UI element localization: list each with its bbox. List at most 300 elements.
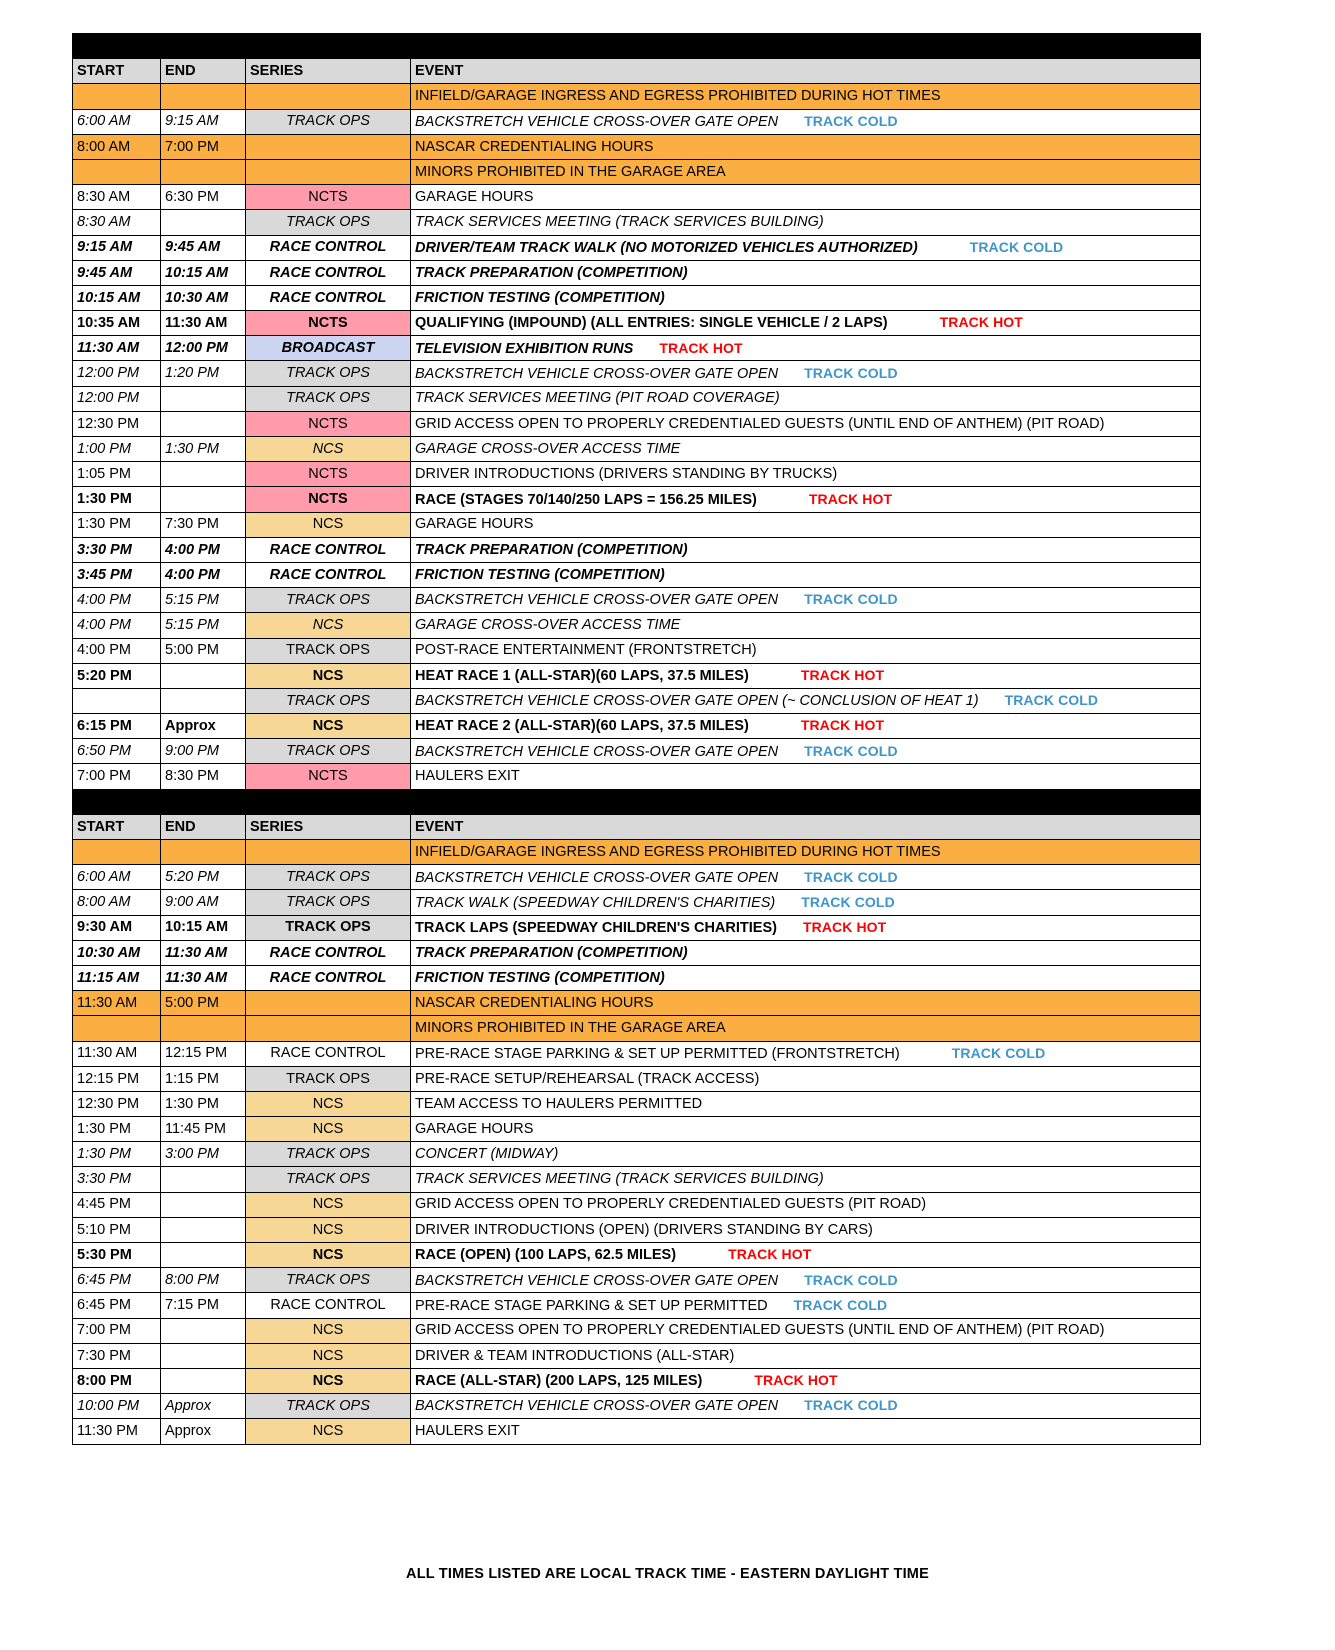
cell-series: TRACK OPS <box>246 688 411 713</box>
cell-end-time: Approx <box>161 1394 246 1419</box>
cell-end-time <box>161 386 246 411</box>
cell-end-time <box>161 1016 246 1041</box>
event-description: TRACK WALK (SPEEDWAY CHILDREN'S CHARITIES) <box>415 894 776 911</box>
cell-start-time: 10:15 AM <box>73 285 161 310</box>
event-description: TRACK SERVICES MEETING (PIT ROAD COVERAGE) <box>415 390 780 407</box>
cell-event <box>411 109 1201 134</box>
track-cold-label: TRACK COLD <box>793 1296 888 1313</box>
cell-series: RACE CONTROL <box>246 562 411 587</box>
cell-series: TRACK OPS <box>246 386 411 411</box>
track-hot-label: TRACK HOT <box>659 339 743 356</box>
cell-event <box>411 764 1201 789</box>
cell-start-time: 7:00 PM <box>73 764 161 789</box>
cell-series: TRACK OPS <box>246 865 411 890</box>
cell-start-time: 10:30 AM <box>73 940 161 965</box>
cell-start-time: 1:30 PM <box>73 1117 161 1142</box>
cell-event <box>411 1142 1201 1167</box>
cell-end-time: 5:15 PM <box>161 588 246 613</box>
event-description: GARAGE HOURS <box>415 188 534 205</box>
event-description: TEAM ACCESS TO HAULERS PERMITTED <box>415 1095 703 1112</box>
event-description: HAULERS EXIT <box>415 1423 520 1440</box>
event-description: TRACK SERVICES MEETING (TRACK SERVICES BUILDING) <box>415 214 824 231</box>
cell-start-time: 6:45 PM <box>73 1268 161 1293</box>
track-cold-label: TRACK COLD <box>804 1271 898 1288</box>
event-description: TRACK PREPARATION (COMPETITION) <box>415 541 688 558</box>
cell-start-time <box>73 1016 161 1041</box>
schedule-row <box>73 764 1201 789</box>
cell-series: NCTS <box>246 411 411 436</box>
schedule-row <box>73 1041 1201 1066</box>
cell-start-time: 4:00 PM <box>73 588 161 613</box>
cell-series <box>246 991 411 1016</box>
event-description: MINORS PROHIBITED IN THE GARAGE AREA <box>415 163 726 180</box>
schedule-row <box>73 134 1201 159</box>
cell-event <box>411 562 1201 587</box>
cell-end-time: 9:45 AM <box>161 235 246 260</box>
cell-series: NCS <box>246 714 411 739</box>
cell-start-time: 8:00 AM <box>73 134 161 159</box>
schedule-row <box>73 487 1201 512</box>
cell-series: NCTS <box>246 311 411 336</box>
track-cold-label: TRACK COLD <box>804 364 898 381</box>
cell-event <box>411 185 1201 210</box>
event-description: INFIELD/GARAGE INGRESS AND EGRESS PROHIBITED DURING HOT TIMES <box>415 843 941 860</box>
cell-start-time: 4:45 PM <box>73 1192 161 1217</box>
track-hot-label: TRACK HOT <box>808 490 893 507</box>
cell-event <box>411 411 1201 436</box>
schedule-row <box>73 663 1201 688</box>
footer-note: ALL TIMES LISTED ARE LOCAL TRACK TIME - EASTERN DAYLIGHT TIME <box>406 1566 929 1582</box>
schedule-row <box>73 688 1201 713</box>
column-header-start: START <box>73 814 161 839</box>
cell-start-time <box>73 84 161 109</box>
event-description: GARAGE HOURS <box>415 516 534 533</box>
cell-end-time <box>161 1318 246 1343</box>
cell-event <box>411 1368 1201 1393</box>
schedule-row <box>73 991 1201 1016</box>
cell-event <box>411 1343 1201 1368</box>
track-hot-label: TRACK HOT <box>800 717 885 734</box>
cell-series: RACE CONTROL <box>246 260 411 285</box>
cell-end-time: 11:30 AM <box>161 311 246 336</box>
cell-end-time <box>161 688 246 713</box>
cell-end-time <box>161 1368 246 1393</box>
cell-start-time: 4:00 PM <box>73 638 161 663</box>
cell-series: NCS <box>246 1243 411 1268</box>
cell-event <box>411 1217 1201 1242</box>
event-description: GRID ACCESS OPEN TO PROPERLY CREDENTIALED GUESTS (UNTIL END OF ANTHEM) (PIT ROAD) <box>415 415 1105 432</box>
cell-end-time: 11:30 AM <box>161 940 246 965</box>
cell-end-time: 5:00 PM <box>161 638 246 663</box>
column-header-series: SERIES <box>246 814 411 839</box>
cell-event <box>411 1293 1201 1318</box>
event-description: HEAT RACE 1 (ALL-STAR)(60 LAPS, 37.5 MILES) <box>415 668 749 685</box>
cell-series: TRACK OPS <box>246 1394 411 1419</box>
cell-event <box>411 512 1201 537</box>
cell-series: RACE CONTROL <box>246 940 411 965</box>
cell-end-time: 1:30 PM <box>161 437 246 462</box>
track-hot-label: TRACK HOT <box>728 1246 812 1263</box>
cell-end-time <box>161 1167 246 1192</box>
cell-series <box>246 840 411 865</box>
event-description: CONCERT (MIDWAY) <box>415 1146 559 1163</box>
event-description: DRIVER/TEAM TRACK WALK (NO MOTORIZED VEHICLES AUTHORIZED) <box>415 239 918 256</box>
schedule-row <box>73 714 1201 739</box>
cell-end-time: 7:15 PM <box>161 1293 246 1318</box>
event-description: FRICTION TESTING (COMPETITION) <box>415 566 665 583</box>
cell-end-time: 6:30 PM <box>161 185 246 210</box>
cell-start-time: 1:30 PM <box>73 1142 161 1167</box>
cell-event <box>411 159 1201 184</box>
day-banner-label: SATURDAY, MAY 18 <box>73 34 1201 59</box>
event-description: BACKSTRETCH VEHICLE CROSS-OVER GATE OPEN <box>415 1398 779 1415</box>
cell-start-time: 3:45 PM <box>73 562 161 587</box>
cell-event <box>411 865 1201 890</box>
cell-series: TRACK OPS <box>246 109 411 134</box>
cell-series: RACE CONTROL <box>246 537 411 562</box>
schedule-row <box>73 311 1201 336</box>
cell-end-time <box>161 462 246 487</box>
cell-end-time: 8:00 PM <box>161 1268 246 1293</box>
cell-end-time: 7:00 PM <box>161 134 246 159</box>
cell-start-time: 12:30 PM <box>73 1091 161 1116</box>
cell-start-time: 8:00 PM <box>73 1368 161 1393</box>
event-description: BACKSTRETCH VEHICLE CROSS-OVER GATE OPEN <box>415 113 779 130</box>
event-description: BACKSTRETCH VEHICLE CROSS-OVER GATE OPEN <box>415 592 779 609</box>
schedule-row <box>73 235 1201 260</box>
cell-start-time: 8:30 AM <box>73 185 161 210</box>
cell-series: NCS <box>246 437 411 462</box>
track-cold-label: TRACK COLD <box>1004 692 1099 709</box>
event-description: BACKSTRETCH VEHICLE CROSS-OVER GATE OPEN <box>415 869 779 886</box>
cell-series: NCS <box>246 613 411 638</box>
event-description: GARAGE HOURS <box>415 1120 534 1137</box>
cell-series <box>246 134 411 159</box>
event-description: HAULERS EXIT <box>415 768 520 785</box>
cell-series: NCS <box>246 1368 411 1393</box>
cell-series: TRACK OPS <box>246 361 411 386</box>
event-description: GRID ACCESS OPEN TO PROPERLY CREDENTIALED GUESTS (PIT ROAD) <box>415 1196 927 1213</box>
event-description: TRACK LAPS (SPEEDWAY CHILDREN'S CHARITIES) <box>415 919 777 936</box>
column-header-event: EVENT <box>411 59 1201 84</box>
event-description: HEAT RACE 2 (ALL-STAR)(60 LAPS, 37.5 MILES) <box>415 718 749 735</box>
cell-end-time: 10:15 AM <box>161 260 246 285</box>
schedule-row <box>73 1293 1201 1318</box>
event-description: RACE (OPEN) (100 LAPS, 62.5 MILES) <box>415 1247 677 1264</box>
day-banner-row <box>73 34 1201 59</box>
event-description: FRICTION TESTING (COMPETITION) <box>415 289 665 306</box>
cell-series: NCS <box>246 1117 411 1142</box>
cell-event <box>411 840 1201 865</box>
cell-end-time <box>161 1343 246 1368</box>
cell-event <box>411 663 1201 688</box>
cell-end-time: Approx <box>161 1419 246 1444</box>
schedule-row <box>73 386 1201 411</box>
cell-start-time: 9:30 AM <box>73 915 161 940</box>
cell-series: RACE CONTROL <box>246 1293 411 1318</box>
event-description: BACKSTRETCH VEHICLE CROSS-OVER GATE OPEN <box>415 365 779 382</box>
cell-end-time: 11:30 AM <box>161 965 246 990</box>
track-cold-label: TRACK COLD <box>804 112 898 129</box>
cell-end-time: 7:30 PM <box>161 512 246 537</box>
cell-series: TRACK OPS <box>246 739 411 764</box>
cell-end-time: 12:00 PM <box>161 336 246 361</box>
cell-event <box>411 1243 1201 1268</box>
cell-series: RACE CONTROL <box>246 1041 411 1066</box>
cell-start-time: 4:00 PM <box>73 613 161 638</box>
cell-event <box>411 1117 1201 1142</box>
schedule-row <box>73 1091 1201 1116</box>
cell-start-time: 11:30 AM <box>73 1041 161 1066</box>
cell-series <box>246 1016 411 1041</box>
cell-event <box>411 537 1201 562</box>
cell-series <box>246 84 411 109</box>
cell-event <box>411 386 1201 411</box>
cell-series: NCS <box>246 1217 411 1242</box>
cell-event <box>411 1268 1201 1293</box>
cell-start-time: 5:30 PM <box>73 1243 161 1268</box>
cell-end-time <box>161 159 246 184</box>
schedule-row <box>73 638 1201 663</box>
schedule-row <box>73 411 1201 436</box>
cell-event <box>411 940 1201 965</box>
column-header-row <box>73 59 1201 84</box>
schedule-row <box>73 437 1201 462</box>
schedule-row <box>73 1268 1201 1293</box>
schedule-row <box>73 562 1201 587</box>
schedule-row <box>73 613 1201 638</box>
cell-end-time: 4:00 PM <box>161 537 246 562</box>
cell-start-time: 12:30 PM <box>73 411 161 436</box>
schedule-row <box>73 285 1201 310</box>
cell-event <box>411 134 1201 159</box>
schedule-row <box>73 1343 1201 1368</box>
cell-end-time: 5:00 PM <box>161 991 246 1016</box>
cell-end-time <box>161 1243 246 1268</box>
cell-series <box>246 159 411 184</box>
cell-series: NCTS <box>246 185 411 210</box>
event-description: GRID ACCESS OPEN TO PROPERLY CREDENTIALED GUESTS (UNTIL END OF ANTHEM) (PIT ROAD) <box>415 1322 1105 1339</box>
cell-event <box>411 965 1201 990</box>
schedule-row <box>73 537 1201 562</box>
column-header-event: EVENT <box>411 814 1201 839</box>
cell-start-time: 10:35 AM <box>73 311 161 336</box>
cell-series: TRACK OPS <box>246 1167 411 1192</box>
cell-start-time: 9:45 AM <box>73 260 161 285</box>
track-cold-label: TRACK COLD <box>951 1044 1046 1061</box>
cell-event <box>411 235 1201 260</box>
cell-end-time: 12:15 PM <box>161 1041 246 1066</box>
cell-end-time <box>161 487 246 512</box>
cell-end-time: 9:00 AM <box>161 890 246 915</box>
cell-end-time: 10:30 AM <box>161 285 246 310</box>
event-description: TRACK PREPARATION (COMPETITION) <box>415 944 688 961</box>
event-description: PRE-RACE STAGE PARKING & SET UP PERMITTED <box>415 1297 768 1314</box>
cell-series: NCS <box>246 663 411 688</box>
column-header-end: END <box>161 59 246 84</box>
cell-series: NCS <box>246 1091 411 1116</box>
track-hot-label: TRACK HOT <box>802 918 887 935</box>
cell-event <box>411 285 1201 310</box>
cell-start-time: 11:15 AM <box>73 965 161 990</box>
event-description: RACE (ALL-STAR) (200 LAPS, 125 MILES) <box>415 1373 703 1390</box>
cell-end-time: 1:30 PM <box>161 1091 246 1116</box>
event-description: BACKSTRETCH VEHICLE CROSS-OVER GATE OPEN <box>415 1272 779 1289</box>
cell-event <box>411 1318 1201 1343</box>
cell-series: TRACK OPS <box>246 890 411 915</box>
cell-event <box>411 361 1201 386</box>
track-hot-label: TRACK HOT <box>800 667 885 684</box>
schedule-row <box>73 890 1201 915</box>
track-cold-label: TRACK COLD <box>804 868 898 885</box>
cell-start-time <box>73 840 161 865</box>
event-description: DRIVER INTRODUCTIONS (DRIVERS STANDING BY TRUCKS) <box>415 466 838 483</box>
cell-start-time: 1:00 PM <box>73 437 161 462</box>
cell-event <box>411 84 1201 109</box>
cell-event <box>411 210 1201 235</box>
cell-event <box>411 1091 1201 1116</box>
column-header-row <box>73 814 1201 839</box>
cell-end-time: 9:15 AM <box>161 109 246 134</box>
schedule-row <box>73 865 1201 890</box>
cell-event <box>411 890 1201 915</box>
cell-start-time <box>73 688 161 713</box>
cell-series: NCS <box>246 1192 411 1217</box>
cell-series: RACE CONTROL <box>246 965 411 990</box>
schedule-row <box>73 1016 1201 1041</box>
cell-series: TRACK OPS <box>246 210 411 235</box>
schedule-row <box>73 84 1201 109</box>
cell-event <box>411 311 1201 336</box>
event-description: BACKSTRETCH VEHICLE CROSS-OVER GATE OPEN (~ CONCLUSION OF HEAT 1) <box>415 693 979 710</box>
event-description: FRICTION TESTING (COMPETITION) <box>415 969 665 986</box>
cell-end-time: 1:20 PM <box>161 361 246 386</box>
event-description: GARAGE CROSS-OVER ACCESS TIME <box>415 617 681 634</box>
cell-start-time: 11:30 PM <box>73 1419 161 1444</box>
cell-start-time: 11:30 AM <box>73 991 161 1016</box>
cell-event <box>411 739 1201 764</box>
event-description: NASCAR CREDENTIALING HOURS <box>415 994 654 1011</box>
cell-end-time: 5:15 PM <box>161 613 246 638</box>
schedule-row <box>73 1394 1201 1419</box>
cell-end-time: Approx <box>161 714 246 739</box>
schedule-row <box>73 185 1201 210</box>
cell-start-time: 6:00 AM <box>73 109 161 134</box>
schedule-row <box>73 940 1201 965</box>
cell-event <box>411 1066 1201 1091</box>
cell-start-time: 12:00 PM <box>73 386 161 411</box>
schedule-row <box>73 1217 1201 1242</box>
cell-end-time <box>161 840 246 865</box>
cell-series: TRACK OPS <box>246 1268 411 1293</box>
cell-end-time: 4:00 PM <box>161 562 246 587</box>
event-description: PRE-RACE SETUP/REHEARSAL (TRACK ACCESS) <box>415 1070 760 1087</box>
cell-start-time: 6:00 AM <box>73 865 161 890</box>
cell-end-time: 9:00 PM <box>161 739 246 764</box>
track-cold-label: TRACK COLD <box>801 893 895 910</box>
schedule-row <box>73 965 1201 990</box>
schedule-row <box>73 1117 1201 1142</box>
schedule-row <box>73 1318 1201 1343</box>
cell-series: NCTS <box>246 487 411 512</box>
track-cold-label: TRACK COLD <box>804 742 898 759</box>
cell-start-time: 1:05 PM <box>73 462 161 487</box>
cell-series: RACE CONTROL <box>246 235 411 260</box>
cell-end-time <box>161 663 246 688</box>
cell-end-time <box>161 1217 246 1242</box>
cell-series: TRACK OPS <box>246 1066 411 1091</box>
schedule-row <box>73 512 1201 537</box>
cell-start-time: 5:20 PM <box>73 663 161 688</box>
cell-event <box>411 487 1201 512</box>
event-description: POST-RACE ENTERTAINMENT (FRONTSTRETCH) <box>415 642 757 659</box>
event-description: MINORS PROHIBITED IN THE GARAGE AREA <box>415 1020 726 1037</box>
column-header-end: END <box>161 814 246 839</box>
cell-event <box>411 1419 1201 1444</box>
cell-series: NCTS <box>246 764 411 789</box>
cell-start-time: 8:00 AM <box>73 890 161 915</box>
cell-event <box>411 613 1201 638</box>
cell-series: NCTS <box>246 462 411 487</box>
cell-end-time <box>161 210 246 235</box>
cell-end-time <box>161 1192 246 1217</box>
track-cold-label: TRACK COLD <box>804 591 898 608</box>
cell-event <box>411 336 1201 361</box>
cell-start-time: 11:30 AM <box>73 336 161 361</box>
cell-end-time <box>161 411 246 436</box>
cell-start-time: 9:15 AM <box>73 235 161 260</box>
day-banner-label: SUNDAY, MAY 19 <box>73 789 1201 814</box>
cell-series: TRACK OPS <box>246 588 411 613</box>
cell-start-time: 8:30 AM <box>73 210 161 235</box>
schedule-row <box>73 1192 1201 1217</box>
schedule-sheet <box>72 33 1200 1445</box>
column-header-start: START <box>73 59 161 84</box>
cell-end-time: 11:45 PM <box>161 1117 246 1142</box>
schedule-row <box>73 588 1201 613</box>
cell-start-time: 12:00 PM <box>73 361 161 386</box>
column-header-series: SERIES <box>246 59 411 84</box>
track-hot-label: TRACK HOT <box>939 314 1023 331</box>
track-cold-label: TRACK COLD <box>804 1397 898 1414</box>
cell-series: TRACK OPS <box>246 1142 411 1167</box>
cell-event <box>411 462 1201 487</box>
schedule-row <box>73 462 1201 487</box>
cell-event <box>411 915 1201 940</box>
event-description: TRACK PREPARATION (COMPETITION) <box>415 264 688 281</box>
cell-event <box>411 1192 1201 1217</box>
cell-event <box>411 437 1201 462</box>
cell-event <box>411 991 1201 1016</box>
cell-end-time: 5:20 PM <box>161 865 246 890</box>
cell-series: NCS <box>246 1318 411 1343</box>
cell-start-time: 6:50 PM <box>73 739 161 764</box>
event-description: PRE-RACE STAGE PARKING & SET UP PERMITTED (FRONTSTRETCH) <box>415 1045 900 1062</box>
track-hot-label: TRACK HOT <box>754 1372 838 1389</box>
cell-event <box>411 714 1201 739</box>
cell-event <box>411 1167 1201 1192</box>
cell-start-time: 7:30 PM <box>73 1343 161 1368</box>
event-description: TRACK SERVICES MEETING (TRACK SERVICES BUILDING) <box>415 1171 824 1188</box>
cell-series: RACE CONTROL <box>246 285 411 310</box>
cell-series: TRACK OPS <box>246 915 411 940</box>
schedule-row <box>73 1066 1201 1091</box>
schedule-row <box>73 1419 1201 1444</box>
cell-start-time: 12:15 PM <box>73 1066 161 1091</box>
cell-start-time: 1:30 PM <box>73 512 161 537</box>
cell-event <box>411 638 1201 663</box>
schedule-row <box>73 915 1201 940</box>
